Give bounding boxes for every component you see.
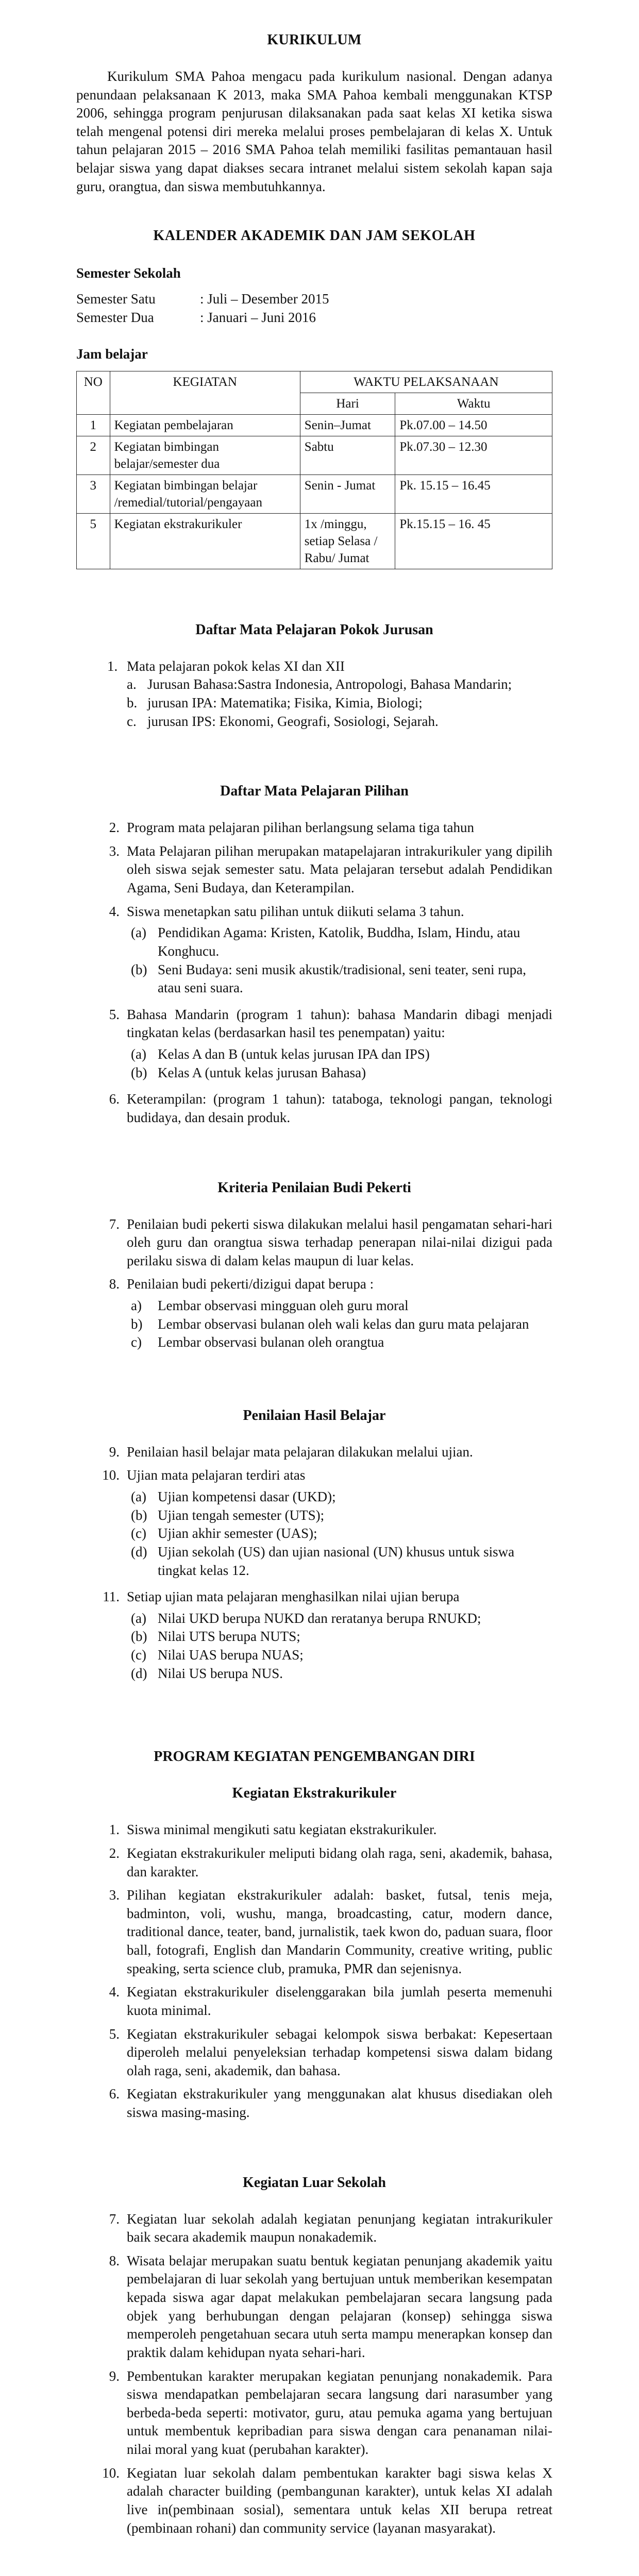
semester-label: Semester Satu bbox=[76, 291, 156, 307]
semester-row bbox=[76, 309, 552, 327]
list-item bbox=[76, 1886, 552, 1978]
item-text: Pilihan kegiatan ekstrakurikuler adalah: basket, futsal, tenis meja, badminton, voli, wushu, manga, broadcasting, catur, modern dance, traditional dance, teater, band, jurnalistik, taek kwon do, paduan suara, floor ball, fotografi, English dan Mandarin Community, creative writing, public speaking, serta science club, pramuka, PMR dan sejenisnya. bbox=[127, 1887, 552, 1976]
cell-no: 3 bbox=[77, 474, 110, 513]
list-item bbox=[76, 1215, 552, 1270]
item-number: 2. bbox=[109, 1845, 120, 1861]
list-item bbox=[76, 2025, 552, 2080]
item-text: Kegiatan ekstrakurikuler sebagai kelompok siswa berbakat: Kepesertaan diperoleh melalui penyeleksian terhadap kompetensi siswa dalam bidang olah raga, seni, akademik, dan bahasa. bbox=[127, 2026, 552, 2078]
sub-list bbox=[127, 1297, 552, 1352]
sub-list bbox=[127, 1488, 552, 1580]
list-item bbox=[76, 1466, 552, 1583]
list-item bbox=[76, 2252, 552, 2362]
cell-hari: Senin–Jumat bbox=[300, 414, 395, 436]
sub-list bbox=[127, 924, 552, 997]
item-text: Mata pelajaran pokok kelas XI dan XII bbox=[127, 658, 345, 674]
schedule-table bbox=[76, 371, 552, 569]
cell-waktu: Pk.15.15 – 16. 45 bbox=[395, 513, 552, 569]
cell-kegiatan: Kegiatan pembelajaran bbox=[110, 414, 300, 436]
item-text: Kegiatan luar sekolah dalam pembentukan karakter bagi siswa kelas X adalah character building (pembangunan karakter), untuk kelas XI adalah live in(pembinaan sosial), sementara untuk kelas XII berupa retreat (pembinaan rohani) dan community service (layanan masyarakat). bbox=[127, 2465, 552, 2536]
item-number: 10. bbox=[102, 1467, 120, 1483]
luar-title: Kegiatan Luar Sekolah bbox=[243, 2174, 386, 2191]
item-number: 3. bbox=[109, 843, 120, 859]
table-row bbox=[77, 414, 552, 436]
item-text: Wisata belajar merupakan suatu bentuk kegiatan penunjang akademik yaitu pembelajaran di luar sekolah yang bertujuan untuk memberikan kesempatan kepada siswa agar dapat melakukan pembelajaran secara langsung pada objek yang berhubungan dengan pelajaran (konsep) sehingga siswa memperoleh pengetahuan secara utuh serta mampu menerapkan konsep dan praktik dalam kehidupan nyata sehari-hari. bbox=[127, 2252, 552, 2360]
list-item bbox=[76, 842, 552, 897]
sub-item: b) Lembar observasi bulanan oleh wali kelas dan guru mata pelajaran bbox=[131, 1316, 529, 1332]
list-item bbox=[76, 2367, 552, 2459]
sub-item: (a) Nilai UKD berupa NUKD dan reratanya berupa RNUKD; bbox=[131, 1610, 481, 1626]
list-item bbox=[76, 2085, 552, 2122]
item-text: Ujian mata pelajaran terdiri atas bbox=[127, 1467, 306, 1483]
item-text: Kegiatan ekstrakurikuler yang menggunakan alat khusus disediakan oleh siswa masing-masing. bbox=[127, 2086, 552, 2120]
sub-item: (b) Kelas A (untuk kelas jurusan Bahasa) bbox=[131, 1064, 366, 1080]
item-number: 8. bbox=[109, 2252, 120, 2268]
item-number: 7. bbox=[109, 2211, 120, 2227]
sub-list bbox=[127, 1609, 552, 1683]
sub-item: c) Lembar observasi bulanan oleh orangtua bbox=[131, 1334, 384, 1350]
item-number: 2. bbox=[109, 820, 120, 836]
sub-item: (d) Nilai US berupa NUS. bbox=[131, 1665, 283, 1681]
sub-list bbox=[76, 675, 552, 731]
sub-item: b. jurusan IPA: Matematika; Fisika, Kimia, Biologi; bbox=[127, 694, 423, 710]
list-item bbox=[76, 1275, 552, 1355]
item-text: Bahasa Mandarin (program 1 tahun): bahasa Mandarin dibagi menjadi tingkatan kelas (berdasarkan hasil tes penempatan) yaitu: bbox=[127, 1006, 552, 1041]
list-item bbox=[76, 2210, 552, 2247]
header-no: NO bbox=[77, 371, 110, 414]
cell-hari: Sabtu bbox=[300, 436, 395, 474]
item-number: 9. bbox=[109, 1444, 120, 1460]
table-row bbox=[77, 474, 552, 513]
cell-hari: 1x /minggu, setiap Selasa / Rabu/ Jumat bbox=[300, 513, 395, 569]
sub-item: (a) Ujian kompetensi dasar (UKD); bbox=[131, 1489, 336, 1505]
item-number: 1. bbox=[109, 1822, 120, 1838]
item-text: Siswa minimal mengikuti satu kegiatan ekstrakurikuler. bbox=[127, 1822, 437, 1838]
item-text: Keterampilan: (program 1 tahun): tataboga, teknologi pangan, teknologi budidaya, dan desain produk. bbox=[127, 1091, 552, 1125]
header-hari: Hari bbox=[300, 393, 395, 414]
item-text: Mata Pelajaran pilihan merupakan matapelajaran intrakurikuler yang dipilih oleh siswa sejak semester satu. Mata pelajaran tersebut adalah Pendidikan Agama, Seni Budaya, dan Keterampilan. bbox=[127, 843, 552, 896]
list-item bbox=[76, 1588, 552, 1686]
list-item bbox=[76, 1006, 552, 1086]
semester-label: Semester Dua bbox=[76, 309, 154, 325]
header-waktu-pelaksanaan: WAKTU PELAKSANAAN bbox=[300, 371, 552, 393]
header-kegiatan: KEGIATAN bbox=[110, 371, 300, 414]
list-item bbox=[76, 1983, 552, 2020]
pokok-title: Daftar Mata Pelajaran Pokok Jurusan bbox=[195, 621, 433, 638]
list-item bbox=[76, 1090, 552, 1127]
item-number: 4. bbox=[109, 1984, 120, 2000]
sub-item: a) Lembar observasi mingguan oleh guru moral bbox=[131, 1298, 409, 1314]
item-text: Program mata pelajaran pilihan berlangsung selama tiga tahun bbox=[127, 820, 475, 836]
ekstra-list bbox=[76, 1821, 552, 2122]
jam-heading: Jam belajar bbox=[76, 346, 148, 362]
item-number: 7. bbox=[109, 1216, 120, 1232]
ekstra-title: Kegiatan Ekstrakurikuler bbox=[232, 1785, 397, 1802]
item-number: 5. bbox=[109, 2026, 120, 2042]
pokok-list bbox=[76, 657, 552, 731]
item-text: Penilaian hasil belajar mata pelajaran dilakukan melalui ujian. bbox=[127, 1444, 473, 1460]
sub-item: (a) Pendidikan Agama: Kristen, Katolik, Buddha, Islam, Hindu, atau Konghucu. bbox=[131, 925, 520, 959]
semester-value: : Juli – Desember 2015 bbox=[200, 291, 329, 307]
item-text: Kegiatan ekstrakurikuler diselenggarakan bila jumlah peserta memenuhi kuota minimal. bbox=[127, 1984, 552, 2018]
item-number: 5. bbox=[109, 1006, 120, 1022]
item-text: Siswa menetapkan satu pilihan untuk diikuti selama 3 tahun. bbox=[127, 903, 464, 919]
cell-waktu: Pk. 15.15 – 16.45 bbox=[395, 474, 552, 513]
item-text: Kegiatan ekstrakurikuler meliputi bidang olah raga, seni, akademik, bahasa, dan karakter. bbox=[127, 1845, 552, 1879]
item-text: Kegiatan luar sekolah adalah kegiatan penunjang kegiatan intrakurikuler baik secara akademik maupun nonakademik. bbox=[127, 2211, 552, 2245]
list-item bbox=[76, 1443, 552, 1462]
sub-item: (b) Ujian tengah semester (UTS); bbox=[131, 1507, 325, 1523]
item-text: Pembentukan karakter merupakan kegiatan penunjang nonakademik. Para siswa mendapatkan pembelajaran secara langsung dari narasumber yang berbeda-beda seperti: motivator, guru, atau pemuka agama yang bertujuan untuk membentuk kepribadian para siswa dengan cara penanaman nilai-nilai moral yang kuat (perubahan karakter). bbox=[127, 2368, 552, 2458]
semester-row bbox=[76, 290, 552, 309]
pilihan-list bbox=[76, 819, 552, 1127]
sub-list bbox=[127, 1045, 552, 1082]
sub-item: (d) Ujian sekolah (US) dan ujian nasional (UN) khusus untuk siswa tingkat kelas 12. bbox=[131, 1544, 515, 1578]
sub-item: (c) Ujian akhir semester (UAS); bbox=[131, 1526, 317, 1541]
list-item bbox=[76, 1821, 552, 1839]
cell-kegiatan: Kegiatan ekstrakurikuler bbox=[110, 513, 300, 569]
hasil-list bbox=[76, 1443, 552, 1686]
item-text: Penilaian budi pekerti siswa dilakukan melalui hasil pengamatan sehari-hari oleh guru dan orangtua siswa terhadap penerapan nilai-nilai dizigui pada perilaku siswa di dalam kelas maupun di luar kelas. bbox=[127, 1216, 552, 1268]
table-row bbox=[77, 436, 552, 474]
sub-item: (b) Seni Budaya: seni musik akustik/tradisional, seni teater, seni rupa, atau seni suara. bbox=[131, 961, 527, 996]
pilihan-title: Daftar Mata Pelajaran Pilihan bbox=[220, 783, 409, 800]
cell-no: 2 bbox=[77, 436, 110, 474]
header-waktu: Waktu bbox=[395, 393, 552, 414]
item-number: 9. bbox=[109, 2368, 120, 2384]
cell-kegiatan: Kegiatan bimbingan belajar/semester dua bbox=[110, 436, 300, 474]
cell-waktu: Pk.07.30 – 12.30 bbox=[395, 436, 552, 474]
kurikulum-title: KURIKULUM bbox=[267, 32, 362, 48]
sub-item: (b) Nilai UTS berupa NUTS; bbox=[131, 1629, 300, 1645]
item-number: 11. bbox=[103, 1589, 120, 1605]
item-number: 10. bbox=[102, 2465, 120, 2481]
semester-heading: Semester Sekolah bbox=[76, 265, 181, 281]
hasil-title: Penilaian Hasil Belajar bbox=[243, 1407, 386, 1423]
table-row bbox=[77, 513, 552, 569]
list-item bbox=[76, 1844, 552, 1881]
kurikulum-paragraph: Kurikulum SMA Pahoa mengacu pada kurikulum nasional. Dengan adanya penundaan pelaksanaan K 2013, maka SMA Pahoa kembali menggunakan KTSP 2006, sehingga program penjurusan dilaksanakan pada saat kelas XI ketika siswa telah mengenal potensi diri mereka melalui proses pembelajaran di kelas X. Untuk tahun pelajaran 2015 – 2016 SMA Pahoa telah memiliki fasilitas pemantauan hasil belajar siswa yang dapat diakses secara intranet melalui sistem sekolah kapan saja guru, orangtua, dan siswa membutuhkannya. bbox=[76, 68, 552, 194]
program-title: PROGRAM KEGIATAN PENGEMBANGAN DIRI bbox=[154, 1749, 475, 1765]
sub-item: a. Jurusan Bahasa:Sastra Indonesia, Antropologi, Bahasa Mandarin; bbox=[127, 676, 512, 692]
item-text: Setiap ujian mata pelajaran menghasilkan nilai ujian berupa bbox=[127, 1589, 460, 1605]
sub-item: c. jurusan IPS: Ekonomi, Geografi, Sosiologi, Sejarah. bbox=[127, 713, 439, 729]
item-number: 3. bbox=[109, 1887, 120, 1903]
luar-list bbox=[76, 2210, 552, 2538]
list-item bbox=[76, 819, 552, 837]
item-number: 8. bbox=[109, 1276, 120, 1292]
semester-value: : Januari – Juni 2016 bbox=[200, 309, 316, 325]
cell-no: 5 bbox=[77, 513, 110, 569]
item-number: 6. bbox=[109, 2086, 120, 2102]
list-item bbox=[76, 2464, 552, 2538]
list-item bbox=[76, 903, 552, 1001]
budi-list bbox=[76, 1215, 552, 1355]
cell-no: 1 bbox=[77, 414, 110, 436]
item-text: Penilaian budi pekerti/dizigui dapat berupa : bbox=[127, 1276, 374, 1292]
kalender-title: KALENDER AKADEMIK DAN JAM SEKOLAH bbox=[153, 228, 476, 244]
sub-item: (a) Kelas A dan B (untuk kelas jurusan IPA dan IPS) bbox=[131, 1046, 430, 1062]
cell-hari: Senin - Jumat bbox=[300, 474, 395, 513]
budi-title: Kriteria Penilaian Budi Pekerti bbox=[217, 1179, 411, 1196]
list-item bbox=[76, 657, 552, 676]
item-number: 4. bbox=[109, 903, 120, 919]
sub-item: (c) Nilai UAS berupa NUAS; bbox=[131, 1647, 304, 1663]
item-number: 1. bbox=[107, 658, 118, 674]
cell-kegiatan: Kegiatan bimbingan belajar /remedial/tutorial/pengayaan bbox=[110, 474, 300, 513]
item-number: 6. bbox=[109, 1091, 120, 1107]
cell-waktu: Pk.07.00 – 14.50 bbox=[395, 414, 552, 436]
